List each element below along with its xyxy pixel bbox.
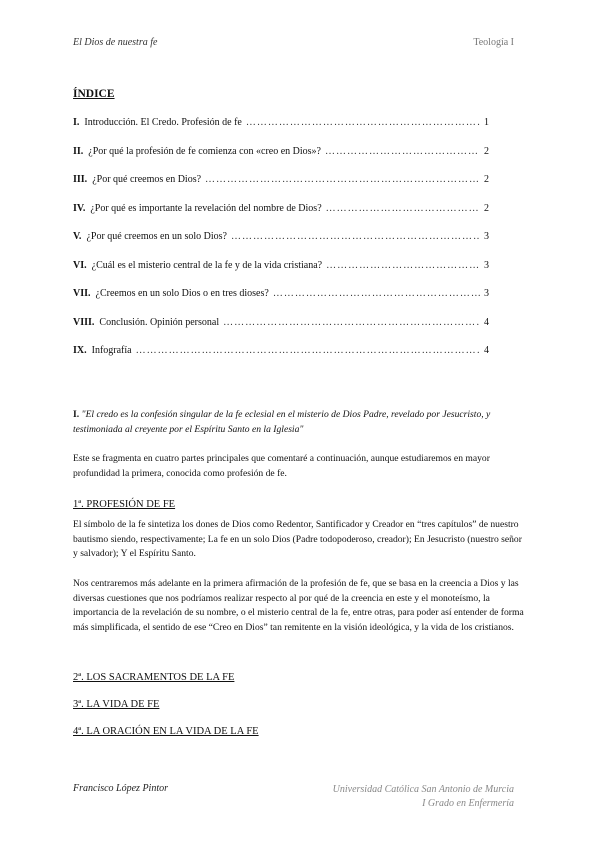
intro-paragraph: Este se fragmenta en cuatro partes principales que comentaré a continuación, aunque estudiaremos en mayor profundidad la primera, conocida como profesión de fe. — [73, 453, 490, 479]
toc-item-number: VIII. — [73, 316, 95, 328]
toc-item-number: III. — [73, 174, 88, 185]
toc-leader-dots — [325, 146, 480, 157]
toc-item-page: 3 — [484, 231, 489, 242]
toc-item — [73, 260, 489, 289]
toc-item-title: ¿Creemos en un solo Dios o en tres dioses? — [95, 288, 269, 299]
toc-item — [73, 288, 489, 317]
section-3-heading: 3ª. LA VIDA DE FE — [73, 699, 160, 710]
toc-item-number: VII. — [73, 288, 91, 299]
header-document-title: El Dios de nuestra fe — [73, 37, 158, 48]
toc-item — [73, 317, 489, 346]
toc-item-title: ¿Por qué es importante la revelación del nombre de Dios? — [90, 202, 322, 214]
toc-item — [73, 203, 489, 232]
toc-leader-dots — [231, 231, 480, 242]
footer-institution — [333, 783, 514, 811]
quote-section-number: I. — [73, 409, 80, 420]
toc-leader-dots — [273, 288, 480, 299]
toc-item — [73, 174, 489, 203]
toc-item-page: 2 — [484, 145, 489, 157]
toc-item — [73, 231, 489, 260]
toc-leader-dots — [326, 260, 480, 271]
toc-leader-dots — [223, 317, 480, 328]
toc-item-title: ¿Por qué creemos en Dios? — [92, 174, 202, 185]
header-course-name: Teología I — [473, 37, 514, 48]
toc-leader-dots — [246, 117, 480, 128]
toc-item-title: Conclusión. Opinión personal — [99, 316, 220, 328]
toc-item-number: VI. — [73, 259, 87, 271]
toc-item-number: V. — [73, 231, 82, 242]
toc-item-page: 4 — [484, 316, 489, 328]
footer-program: I Grado en Enfermería — [422, 798, 514, 809]
toc-item-number: I. — [73, 117, 80, 128]
toc-item-page: 3 — [484, 259, 489, 271]
toc-title: ÍNDICE — [73, 88, 115, 100]
toc-item — [73, 345, 489, 374]
section-4-heading: 4ª. LA ORACIÓN EN LA VIDA DE LA FE — [73, 726, 259, 737]
toc-item-number: IX. — [73, 345, 87, 356]
toc-item-page: 2 — [484, 202, 489, 214]
footer-university: Universidad Católica San Antonio de Murcia — [332, 784, 514, 795]
toc-item-page: 2 — [484, 174, 489, 185]
toc-item-title: ¿Cuál es el misterio central de la fe y de la vida cristiana? — [91, 259, 323, 271]
toc-item-title: Infografía — [91, 345, 132, 356]
toc-item-page: 3 — [484, 288, 489, 299]
toc-leader-dots — [205, 174, 480, 185]
toc-item — [73, 117, 489, 146]
toc-item — [73, 146, 489, 175]
toc-item-page: 4 — [484, 345, 489, 356]
section-2-heading: 2ª. LOS SACRAMENTOS DE LA FE — [73, 672, 235, 683]
toc-item-title: ¿Por qué la profesión de fe comienza con «creo en Dios»? — [88, 145, 321, 157]
toc-item-title: Introducción. El Credo. Profesión de fe — [84, 117, 242, 128]
quote-text: "El credo es la confesión singular de la fe eclesial en el misterio de Dios Padre, revelado por Jesucristo, y testimoniada al creyente por el Espíritu Santo en la Iglesia" — [73, 409, 491, 435]
credo-quote — [73, 408, 525, 437]
footer-author: Francisco López Pintor — [73, 783, 168, 794]
toc-item-number: IV. — [73, 202, 86, 214]
toc-item-number: II. — [73, 145, 84, 157]
toc-leader-dots — [326, 203, 480, 214]
section-1-heading: 1ª. PROFESIÓN DE FE — [73, 499, 176, 510]
toc-item-page: 1 — [484, 117, 489, 128]
section-1-paragraph-1: El símbolo de la fe sintetiza los dones de Dios como Redentor, Santificador y Creador en “tres capítulos” de nuestro bautismo siendo, respectivamente; La fe en un solo Dios (Padre todopoderoso, creador); En Jesucristo (nuestro señor y salvador); Y el Espíritu Santo. — [73, 519, 522, 559]
toc-leader-dots — [136, 345, 480, 356]
section-1-paragraph-2: Nos centraremos más adelante en la primera afirmación de la profesión de fe, que se basa en la creencia a Dios y las diversas cuestiones que nos podríamos realizar respecto al por qué de la creencia en este y el monoteísmo, la importancia de la revelación de su nombre, o el misterio central de la fe, entre otras, para poder así entender de forma más simplificada, el sentido de ese “Creo en Dios” tan remitente en la visión ideológica, y la vida de los cristianos. — [73, 578, 524, 633]
toc-item-title: ¿Por qué creemos en un solo Dios? — [86, 231, 227, 242]
table-of-contents — [73, 117, 489, 374]
